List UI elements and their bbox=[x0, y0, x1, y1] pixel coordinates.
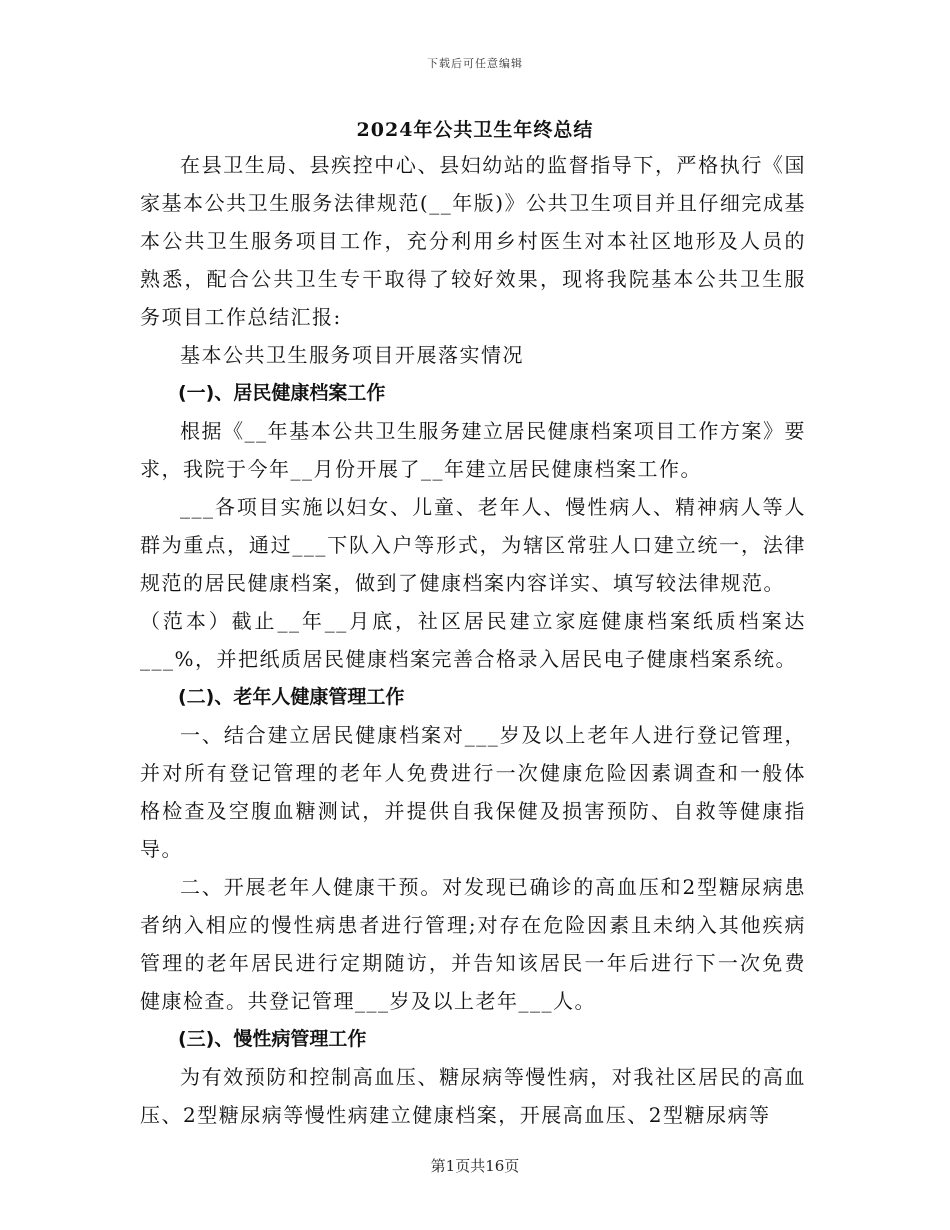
chronic-disease-paragraph-1: 为有效预防和控制高血压、糖尿病等慢性病，对我社区居民的高血压、2型糖尿病等慢性病建立健康档案，开展高血压、2型糖尿病等 bbox=[140, 1065, 806, 1127]
health-records-paragraph-2: ___各项目实施以妇女、儿童、老年人、慢性病人、精神病人等人群为重点，通过___下队入户等形式，为辖区常驻人口建立统一，法律规范的居民健康档案，做到了健康档案内容详实、填写较法律规范。 bbox=[140, 495, 806, 595]
page-header-note: 下载后可任意编辑 bbox=[427, 57, 523, 70]
health-records-paragraph-3: （范本）截止__年__月底，社区居民建立家庭健康档案纸质档案达___%，并把纸质居民健康档案完善合格录入居民电子健康档案系统。 bbox=[140, 609, 806, 671]
page-number: 第1页共16页 bbox=[430, 1157, 520, 1175]
document-body bbox=[140, 146, 806, 1134]
elderly-care-paragraph-1: 一、结合建立居民健康档案对___岁及以上老年人进行登记管理，并对所有登记管理的老年人免费进行一次健康危险因素调查和一般体格检查及空腹血糖测试，并提供自我保健及损害预防、自救等健康指导。 bbox=[140, 723, 806, 861]
section-intro-line: 基本公共卫生服务项目开展落实情况 bbox=[180, 343, 524, 367]
elderly-care-paragraph-2: 二、开展老年人健康干预。对发现已确诊的高血压和2型糖尿病患者纳入相应的慢性病患者进行管理;对存在危险因素且未纳入其他疾病管理的老年居民进行定期随访，并告知该居民一年后进行下一次免费健康检查。共登记管理___岁及以上老年___人。 bbox=[140, 875, 806, 1013]
section-heading-health-records: (一)、居民健康档案工作 bbox=[178, 382, 386, 404]
health-records-paragraph-1: 根据《__年基本公共卫生服务建立居民健康档案项目工作方案》要求，我院于今年__月份开展了__年建立居民健康档案工作。 bbox=[140, 419, 806, 481]
intro-paragraph: 在县卫生局、县疾控中心、县妇幼站的监督指导下，严格执行《国家基本公共卫生服务法律规范(__年版)》公共卫生项目并且仔细完成基本公共卫生服务项目工作，充分利用乡村医生对本社区地形及人员的熟悉，配合公共卫生专干取得了较好效果，现将我院基本公共卫生服务项目工作总结汇报: bbox=[140, 153, 806, 329]
document-title: 2024年公共卫生年终总结 bbox=[356, 119, 594, 141]
section-heading-elderly-care: (二)、老年人健康管理工作 bbox=[178, 686, 405, 708]
section-heading-chronic-disease: (三)、慢性病管理工作 bbox=[178, 1028, 367, 1050]
